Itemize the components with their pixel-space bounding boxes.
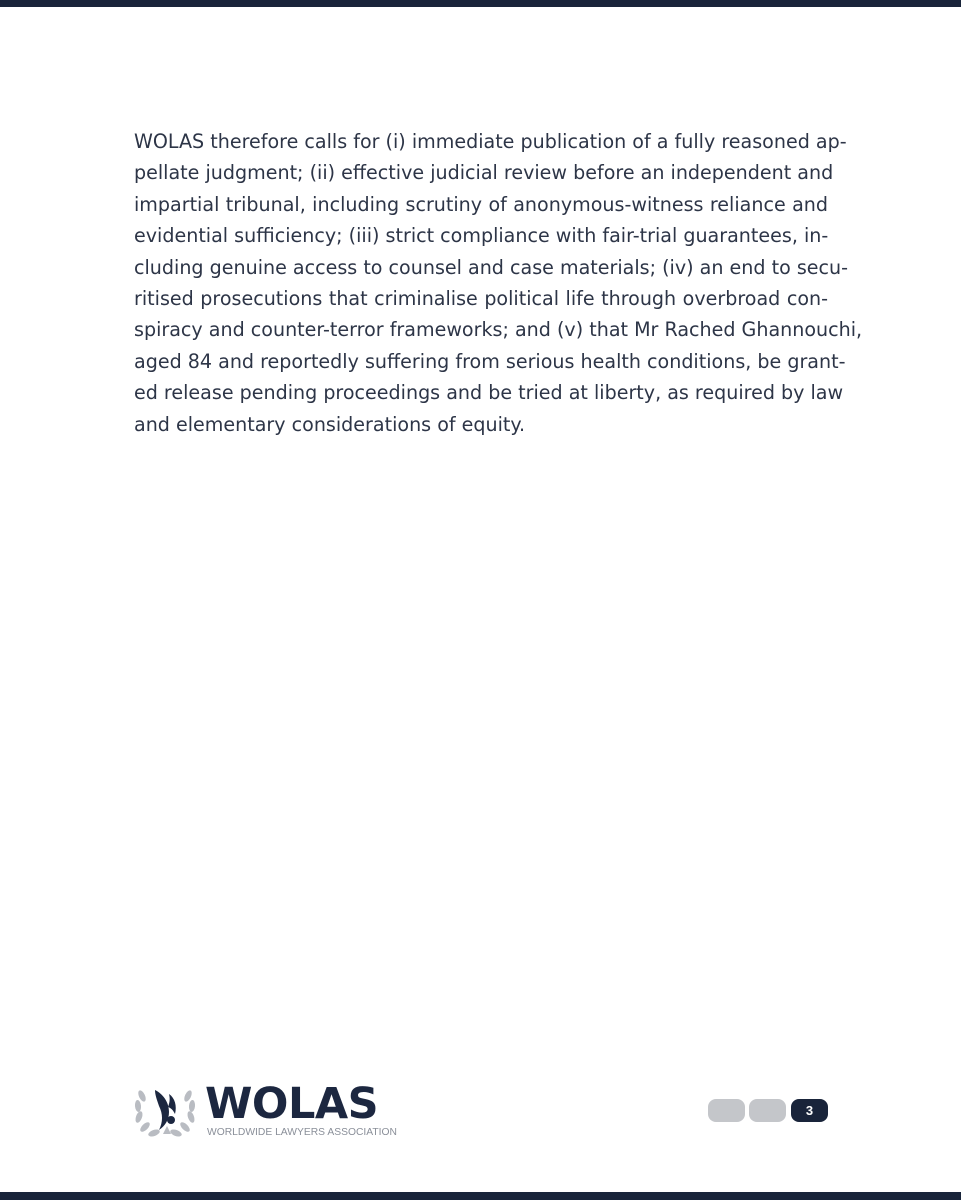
bottom-border-bar [0,1192,961,1200]
top-border-bar [0,0,961,7]
logo-tagline: WORLDWIDE LAWYERS ASSOCIATION [207,1127,397,1138]
page-number: 3 [791,1099,828,1122]
paragraph-line: impartial tribunal, including scrutiny of anonymous-witness reliance and [134,192,828,216]
paragraph-line: pellate judgment; (ii) effective judicial review before an independent and [134,161,834,185]
page-indicator [708,1099,828,1122]
paragraph-line: evidential sufficiency; (iii) strict compliance with fair-trial guarantees, in- [134,224,829,248]
wolas-logo [133,1080,413,1140]
paragraph-line: cluding genuine access to counsel and case materials; (iv) an end to secu- [134,255,849,279]
page-pill [749,1099,786,1122]
paragraph-line: spiracy and counter-terror frameworks; and (v) that Mr Rached Ghannouchi, [134,318,863,342]
body-paragraph [134,126,863,440]
paragraph-line: and elementary considerations of equity. [134,412,526,436]
paragraph-line: ritised prosecutions that criminalise political life through overbroad con- [134,287,828,311]
logo-wordmark: WOLAS [205,1079,379,1129]
paragraph-line: aged 84 and reportedly suffering from serious health conditions, be grant- [134,349,846,373]
page-pill [708,1099,745,1122]
laurel-eagle-icon [133,1080,197,1140]
paragraph-line: ed release pending proceedings and be tried at liberty, as required by law [134,381,844,405]
paragraph-line: WOLAS therefore calls for (i) immediate publication of a fully reasoned ap- [134,130,847,153]
